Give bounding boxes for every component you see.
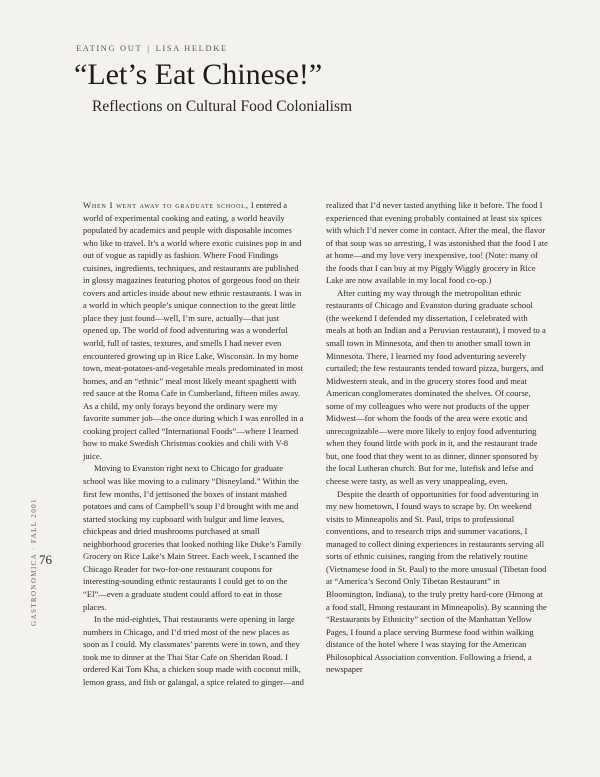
running-head: GASTRONOMICA · FALL 2001	[30, 498, 38, 626]
paragraph: After cutting my way through the metropolitan ethnic restaurants of Chicago and Evanston during graduate school (the weekend I defended my dissertation, I celebrated with meals at both an Indian and a Peruvian restaurant), I moved to a small town in Minnesota, and then to another small town in Minnesota. There, I learned my food adventuring severely curtailed; the few restaurants tended toward pizza, burgers, and Midwestern steak, and in the grocery stores food and meat American conglomerates dominated the shelves. Of course, some of my colleagues who were not products of the upper Midwest—for whom the foods of the area were exotic and unrecognizable—were more likely to enjoy food adventuring when they found little with pork in it, and the restaurant trade but, one food that they went to as dinner, dinner sponsored by the local Lutheran church. But for me, lutefisk and lefse and cheese were tasty, as well as very unappealing, even.	[326, 287, 546, 487]
paragraph-text: I entered a world of experimental cooking and eating, a world heavily populated by academics and people with disposable incomes who like to travel. It’s a world where exotic cuisines pop in and out of vogue as rapidly as fashion. Where Food Findings cuisines, ingredients, techniques, and restaurants are published in glossy magazines featuring photos of gorgeous food on their covers and articles inside about new ethnic restaurants. I was in a world in which people’s unique connection to the great little place they just found—well, I’m sure, actually—that just opened up. The world of food adventuring was a wonderful world, full of tastes, textures, and smells I had never even encountered growing up in Rice Lake, Wisconsin. In my home town, meat-potatoes-and-vegetable meals predominated in most homes, and an “ethnic” meal most likely meant spaghetti with red sauce at the Roma Cafe in Cumberland, fifteen miles away. As a child, my only forays beyond the ordinary were my favorite summer job—the once during which I was enrolled in a cooking project called “International Foods”—where I learned how to make Swedish Christmas cookies and chili with V-8 juice.	[83, 200, 304, 461]
paragraph	[83, 199, 305, 462]
paragraph: Moving to Evanston right next to Chicago for graduate school was like moving to a culinary “Disneyland.” Within the first few months, I’d jettisoned the boxes of instant mashed potatoes and cans of Campbell’s soup I’d brought with me and started stocking my cupboard with bulgur and lime leaves, chickpeas and dried mushrooms purchased at small neighborhood groceries that looked nothing like Duke’s Family Grocery on Rice Lake’s Main Street. Each week, I scanned the Chicago Reader for two-for-one restaurant coupons for interesting-sounding ethnic restaurants I could get to on the “El”—even a graduate student could afford to eat in those places.	[83, 463, 302, 612]
paragraph: Despite the dearth of opportunities for food adventuring in my new hometown, I found ways to scrape by. On weekend visits to Minneapolis and St. Paul, trips to professional conventions, and to research trips and summer vacations, I managed to collect dining experiences in restaurants serving all sorts of ethnic cuisines, ranging from the relatively routine (Vietnamese food in St. Paul) to the more unusual (Tibetan food at “America’s Second Only Tibetan Restaurant” in Bloomington, Indiana), to the truly pretty hard-core (Hmong at a food stall, Hmong restaurant in Minneapolis). By scanning the “Restaurants by Ethnicity” section of the Manhattan Yellow Pages, I found a place serving Burmese food within walking distance of the hotel where I was staying for the American Philosophical Association convention. Following a friend, a newspaper	[326, 488, 547, 675]
right-column	[326, 199, 548, 676]
left-column	[83, 199, 305, 688]
author-name: LISA HELDKE	[155, 43, 228, 53]
paragraph: In the mid-eighties, Thai restaurants were opening in large numbers in Chicago, and I’d tried most of the new places as soon as I could. My classmates’ parents were in town, and they took me to dinner at the Thai Star Cafe on Sheridan Road. I ordered Kai Tom Kha, a chicken soup made with coconut milk, lemon grass, and fish or galangal, a spice related to ginger—and	[83, 614, 304, 687]
article-title: “Let’s Eat Chinese!”	[74, 58, 323, 91]
lead-in: When I went away to graduate school,	[83, 200, 249, 210]
page-number: 76	[39, 552, 52, 567]
article-subtitle: Reflections on Cultural Food Colonialism	[92, 98, 353, 115]
section-label: EATING OUT	[76, 43, 143, 53]
paragraph: realized that I’d never tasted anything like it before. The food I experienced that evening probably contained at least six spices with which I’d never come in contact. After the meal, the flavor of that soup was so arresting, I was astonished that the food I ate at home—and my love very inexpensive, too! (Note: many of the foods that I can buy at my Piggly Wiggly grocery in Rice Lake are now available in my local food co-op.)	[326, 200, 548, 286]
section-kicker: EATING OUT | LISA HELDKE	[76, 43, 228, 53]
